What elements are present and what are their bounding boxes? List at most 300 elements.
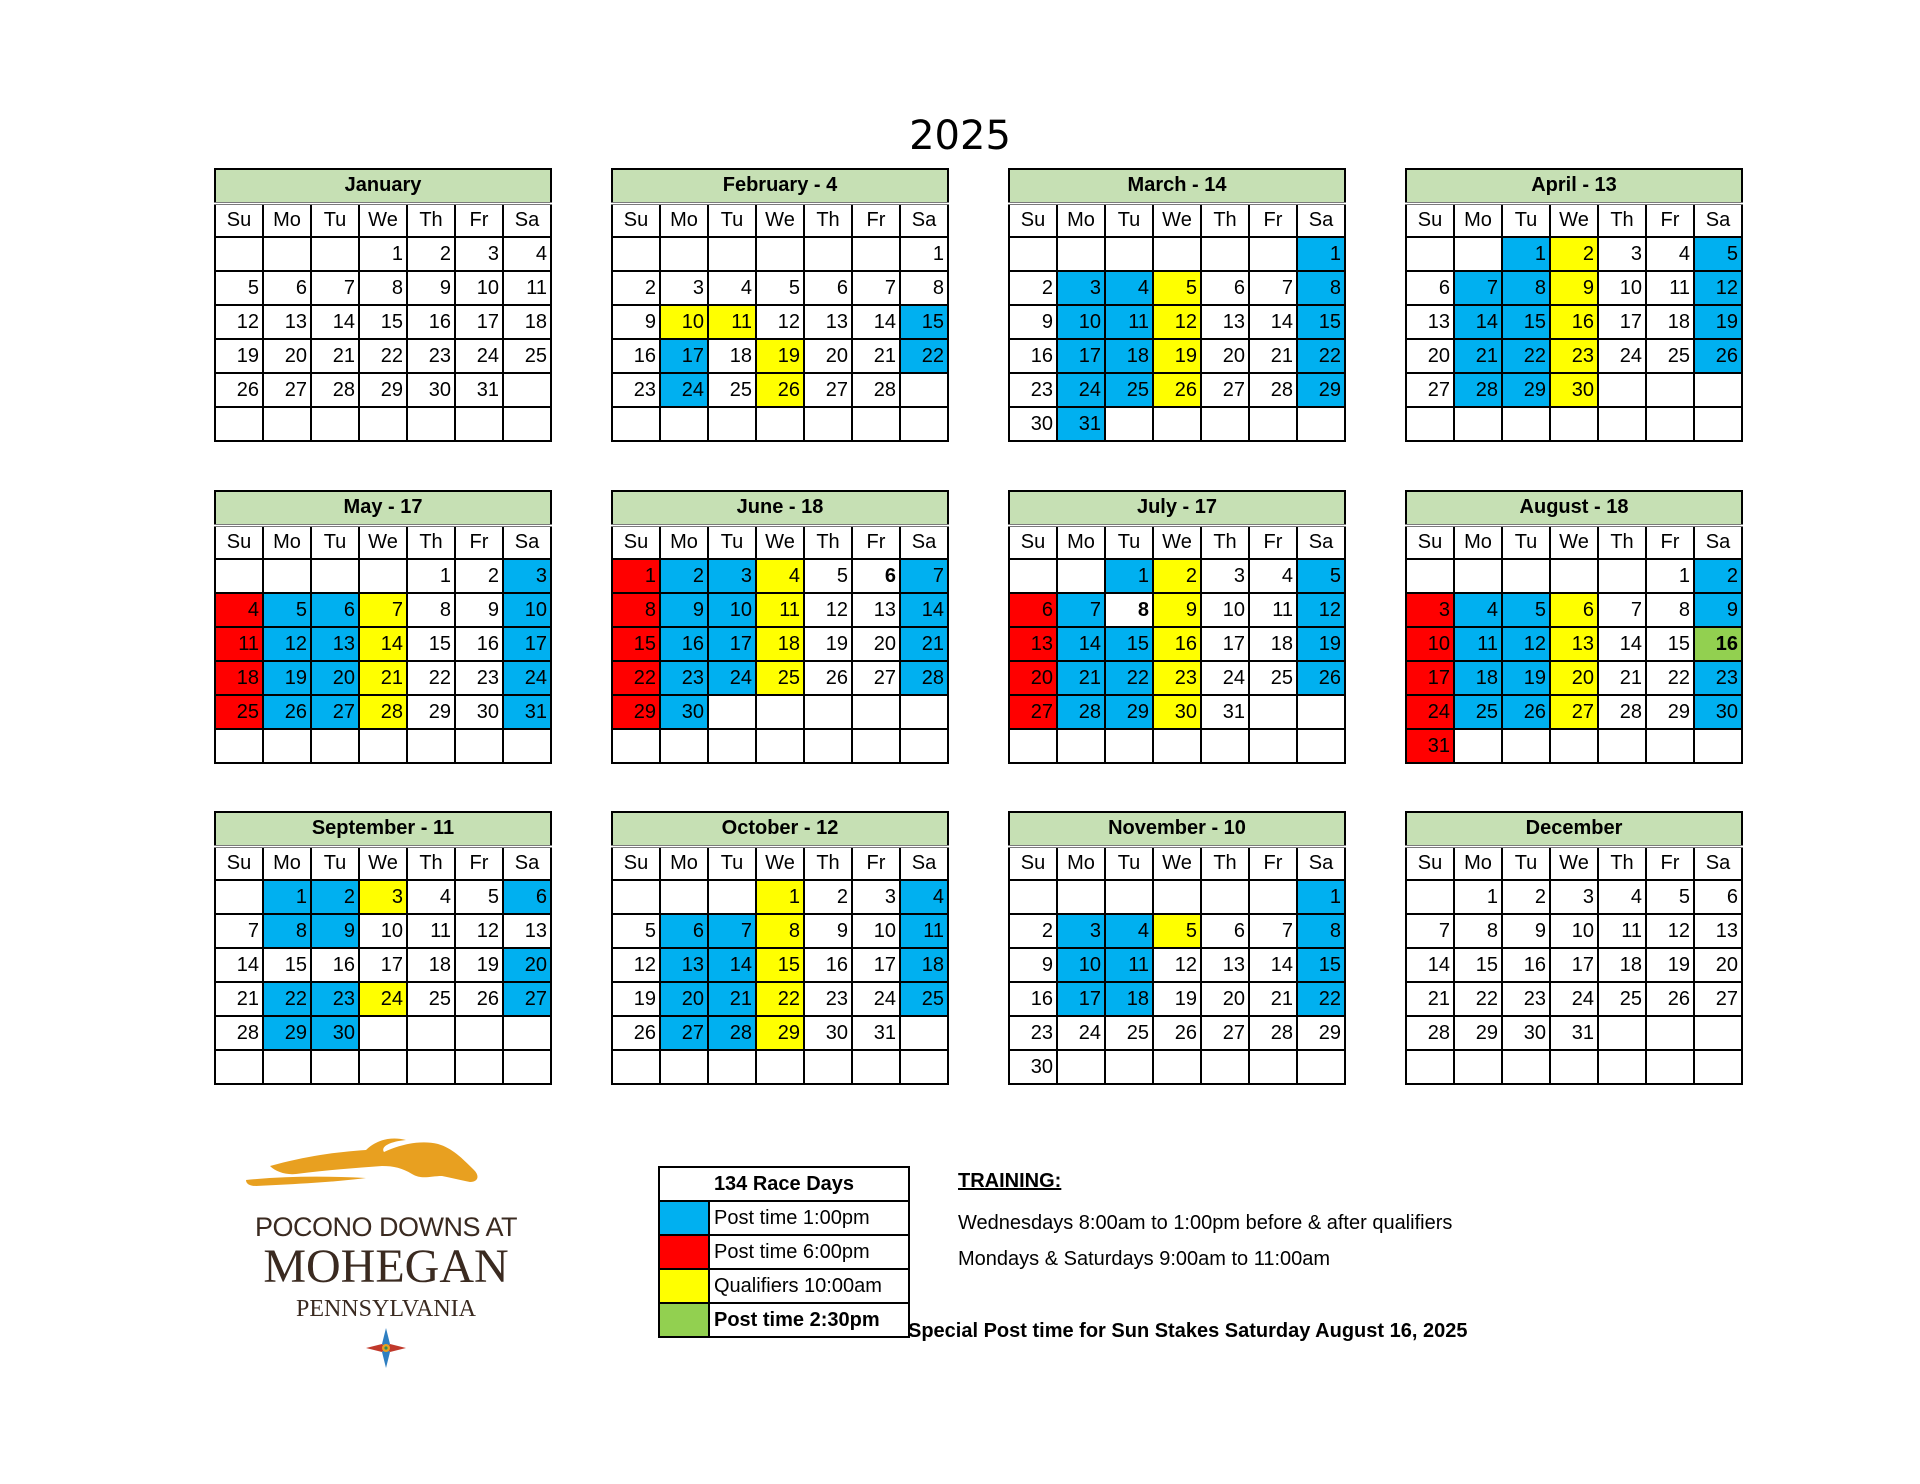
day-cell: 1 [1454, 880, 1502, 914]
empty-cell [1454, 559, 1502, 593]
empty-cell [407, 1016, 455, 1050]
empty-cell [1297, 729, 1345, 763]
day-cell: 21 [215, 982, 263, 1016]
weekday-header: Sa [900, 203, 948, 237]
weekday-header: Th [804, 203, 852, 237]
day-cell: 12 [756, 305, 804, 339]
weekday-header: Su [1406, 203, 1454, 237]
empty-cell [1249, 237, 1297, 271]
day-cell: 1 [756, 880, 804, 914]
month-calendar [214, 168, 552, 442]
empty-cell [1550, 1050, 1598, 1084]
empty-cell [1454, 237, 1502, 271]
weekday-header: Fr [1249, 203, 1297, 237]
day-cell: 17 [1598, 305, 1646, 339]
day-cell: 14 [215, 948, 263, 982]
day-cell: 6 [503, 880, 551, 914]
weekday-header: Su [1406, 525, 1454, 559]
day-cell: 13 [852, 593, 900, 627]
empty-cell [215, 880, 263, 914]
day-cell: 4 [1105, 914, 1153, 948]
empty-cell [1201, 407, 1249, 441]
day-cell: 18 [1105, 339, 1153, 373]
empty-cell [1201, 1050, 1249, 1084]
day-cell: 17 [455, 305, 503, 339]
day-cell: 19 [612, 982, 660, 1016]
weekday-header: Mo [1057, 203, 1105, 237]
day-cell: 21 [1249, 982, 1297, 1016]
day-cell: 30 [660, 695, 708, 729]
weekday-header: Tu [708, 846, 756, 880]
day-cell: 23 [1694, 661, 1742, 695]
day-cell: 9 [311, 914, 359, 948]
month-calendar [1008, 168, 1346, 442]
day-cell: 10 [660, 305, 708, 339]
day-cell: 5 [1153, 271, 1201, 305]
empty-cell [1598, 407, 1646, 441]
weekday-header: Mo [1057, 846, 1105, 880]
day-cell: 2 [455, 559, 503, 593]
empty-cell [804, 695, 852, 729]
weekday-header: Fr [852, 846, 900, 880]
day-cell: 23 [1009, 373, 1057, 407]
day-cell: 18 [1105, 982, 1153, 1016]
day-cell: 5 [1297, 559, 1345, 593]
weekday-header: We [1153, 525, 1201, 559]
day-cell: 10 [1598, 271, 1646, 305]
day-cell: 1 [263, 880, 311, 914]
day-cell: 2 [804, 880, 852, 914]
day-cell: 25 [1646, 339, 1694, 373]
day-cell: 31 [1201, 695, 1249, 729]
day-cell: 27 [1406, 373, 1454, 407]
weekday-header: Mo [1454, 846, 1502, 880]
month-calendar [214, 811, 552, 1085]
weekday-header: Mo [660, 203, 708, 237]
day-cell: 9 [1009, 948, 1057, 982]
empty-cell [1153, 237, 1201, 271]
day-cell: 15 [1297, 948, 1345, 982]
legend-label: Qualifiers 10:00am [709, 1269, 909, 1303]
day-cell: 3 [1057, 914, 1105, 948]
day-cell: 19 [1694, 305, 1742, 339]
month-calendar [611, 811, 949, 1085]
day-cell: 3 [455, 237, 503, 271]
day-cell: 24 [1201, 661, 1249, 695]
weekday-header: Su [612, 203, 660, 237]
day-cell: 8 [1646, 593, 1694, 627]
day-cell: 28 [311, 373, 359, 407]
weekday-header: Su [215, 525, 263, 559]
day-cell: 28 [1249, 1016, 1297, 1050]
day-cell: 22 [1297, 982, 1345, 1016]
weekday-header: Th [804, 525, 852, 559]
day-cell: 21 [708, 982, 756, 1016]
month-name: June - 18 [612, 491, 948, 525]
weekday-header: Su [1009, 846, 1057, 880]
day-cell: 12 [1297, 593, 1345, 627]
day-cell: 11 [1105, 948, 1153, 982]
day-cell: 15 [1297, 305, 1345, 339]
day-cell: 3 [1598, 237, 1646, 271]
day-cell: 19 [215, 339, 263, 373]
day-cell: 4 [756, 559, 804, 593]
empty-cell [612, 407, 660, 441]
month-calendar [1008, 811, 1346, 1085]
empty-cell [1598, 373, 1646, 407]
day-cell: 6 [263, 271, 311, 305]
empty-cell [1502, 729, 1550, 763]
day-cell: 23 [612, 373, 660, 407]
day-cell: 3 [359, 880, 407, 914]
weekday-header: We [1153, 203, 1201, 237]
day-cell: 10 [1057, 305, 1105, 339]
day-cell: 7 [1249, 914, 1297, 948]
weekday-header: Tu [1105, 846, 1153, 880]
day-cell: 4 [407, 880, 455, 914]
empty-cell [407, 729, 455, 763]
day-cell: 14 [311, 305, 359, 339]
month-calendar [1405, 490, 1743, 764]
empty-cell [1406, 1050, 1454, 1084]
day-cell: 8 [407, 593, 455, 627]
day-cell: 31 [852, 1016, 900, 1050]
legend-label: Post time 1:00pm [709, 1201, 909, 1235]
day-cell: 21 [1057, 661, 1105, 695]
empty-cell [263, 407, 311, 441]
day-cell: 18 [1646, 305, 1694, 339]
day-cell: 18 [708, 339, 756, 373]
weekday-header: Su [612, 846, 660, 880]
day-cell: 10 [359, 914, 407, 948]
day-cell: 15 [1454, 948, 1502, 982]
empty-cell [756, 729, 804, 763]
special-post-time-note: Special Post time for Sun Stakes Saturday August 16, 2025 [908, 1320, 1468, 1342]
day-cell: 5 [1153, 914, 1201, 948]
day-cell: 24 [503, 661, 551, 695]
day-cell: 2 [1009, 271, 1057, 305]
day-cell: 3 [1201, 559, 1249, 593]
day-cell: 29 [407, 695, 455, 729]
weekday-header: Sa [503, 203, 551, 237]
empty-cell [503, 729, 551, 763]
day-cell: 15 [1502, 305, 1550, 339]
empty-cell [1105, 237, 1153, 271]
day-cell: 24 [359, 982, 407, 1016]
empty-cell [1454, 1050, 1502, 1084]
day-cell: 16 [804, 948, 852, 982]
day-cell: 6 [1201, 271, 1249, 305]
day-cell: 25 [1249, 661, 1297, 695]
training-title: TRAINING: [958, 1170, 1062, 1192]
weekday-header: We [1550, 203, 1598, 237]
weekday-header: Th [1598, 525, 1646, 559]
weekday-header: We [359, 525, 407, 559]
day-cell: 16 [1502, 948, 1550, 982]
day-cell: 12 [1502, 627, 1550, 661]
day-cell: 5 [756, 271, 804, 305]
day-cell: 18 [215, 661, 263, 695]
day-cell: 12 [1153, 948, 1201, 982]
day-cell: 22 [756, 982, 804, 1016]
day-cell: 2 [311, 880, 359, 914]
empty-cell [612, 237, 660, 271]
empty-cell [1502, 559, 1550, 593]
day-cell: 24 [1057, 1016, 1105, 1050]
empty-cell [1297, 1050, 1345, 1084]
day-cell: 18 [756, 627, 804, 661]
legend-table [658, 1166, 910, 1338]
month-name: October - 12 [612, 812, 948, 846]
weekday-header: Mo [660, 525, 708, 559]
day-cell: 9 [1550, 271, 1598, 305]
compass-star-icon [366, 1328, 406, 1368]
day-cell: 7 [1249, 271, 1297, 305]
empty-cell [900, 695, 948, 729]
day-cell: 20 [804, 339, 852, 373]
day-cell: 14 [1406, 948, 1454, 982]
empty-cell [708, 1050, 756, 1084]
empty-cell [1153, 407, 1201, 441]
empty-cell [1009, 559, 1057, 593]
day-cell: 20 [1694, 948, 1742, 982]
day-cell: 10 [503, 593, 551, 627]
empty-cell [1646, 1016, 1694, 1050]
day-cell: 16 [311, 948, 359, 982]
day-cell: 29 [612, 695, 660, 729]
empty-cell [1153, 880, 1201, 914]
day-cell: 5 [263, 593, 311, 627]
empty-cell [756, 1050, 804, 1084]
weekday-header: Sa [900, 846, 948, 880]
empty-cell [852, 407, 900, 441]
day-cell: 22 [1297, 339, 1345, 373]
weekday-header: Fr [852, 203, 900, 237]
month-name: August - 18 [1406, 491, 1742, 525]
empty-cell [1057, 1050, 1105, 1084]
day-cell: 29 [756, 1016, 804, 1050]
day-cell: 10 [852, 914, 900, 948]
day-cell: 31 [1406, 729, 1454, 763]
day-cell: 5 [215, 271, 263, 305]
day-cell: 30 [1009, 407, 1057, 441]
day-cell: 15 [900, 305, 948, 339]
empty-cell [804, 729, 852, 763]
day-cell: 18 [1454, 661, 1502, 695]
logo-line-3: PENNSYLVANIA [295, 1296, 477, 1322]
day-cell: 8 [1297, 914, 1345, 948]
weekday-header: Fr [1646, 846, 1694, 880]
day-cell: 18 [900, 948, 948, 982]
legend-label: Post time 6:00pm [709, 1235, 909, 1269]
day-cell: 1 [612, 559, 660, 593]
day-cell: 21 [852, 339, 900, 373]
weekday-header: Su [1009, 525, 1057, 559]
day-cell: 5 [612, 914, 660, 948]
day-cell: 13 [1694, 914, 1742, 948]
day-cell: 23 [660, 661, 708, 695]
weekday-header: Tu [311, 203, 359, 237]
day-cell: 27 [1694, 982, 1742, 1016]
day-cell: 19 [1153, 982, 1201, 1016]
day-cell: 2 [407, 237, 455, 271]
day-cell: 7 [1057, 593, 1105, 627]
day-cell: 6 [1694, 880, 1742, 914]
weekday-header: Fr [1646, 525, 1694, 559]
day-cell: 5 [455, 880, 503, 914]
weekday-header: Tu [311, 846, 359, 880]
empty-cell [708, 695, 756, 729]
empty-cell [1502, 407, 1550, 441]
empty-cell [900, 373, 948, 407]
empty-cell [503, 373, 551, 407]
empty-cell [1201, 729, 1249, 763]
day-cell: 25 [407, 982, 455, 1016]
empty-cell [756, 407, 804, 441]
weekday-header: Tu [708, 203, 756, 237]
day-cell: 16 [660, 627, 708, 661]
weekday-header: Su [612, 525, 660, 559]
day-cell: 31 [503, 695, 551, 729]
day-cell: 15 [263, 948, 311, 982]
day-cell: 1 [900, 237, 948, 271]
day-cell: 11 [708, 305, 756, 339]
day-cell: 11 [407, 914, 455, 948]
day-cell: 7 [1454, 271, 1502, 305]
day-cell: 11 [756, 593, 804, 627]
day-cell: 21 [311, 339, 359, 373]
empty-cell [1502, 1050, 1550, 1084]
weekday-header: Tu [1502, 846, 1550, 880]
day-cell: 10 [708, 593, 756, 627]
empty-cell [804, 237, 852, 271]
day-cell: 27 [1201, 1016, 1249, 1050]
day-cell: 24 [1550, 982, 1598, 1016]
day-cell: 9 [804, 914, 852, 948]
day-cell: 29 [1454, 1016, 1502, 1050]
day-cell: 26 [215, 373, 263, 407]
day-cell: 11 [215, 627, 263, 661]
day-cell: 30 [1502, 1016, 1550, 1050]
day-cell: 20 [503, 948, 551, 982]
empty-cell [263, 729, 311, 763]
day-cell: 16 [612, 339, 660, 373]
weekday-header: We [359, 846, 407, 880]
day-cell: 20 [311, 661, 359, 695]
empty-cell [359, 729, 407, 763]
day-cell: 31 [455, 373, 503, 407]
day-cell: 13 [1201, 948, 1249, 982]
logo-line-2: MOHEGAN [263, 1240, 509, 1293]
day-cell: 14 [359, 627, 407, 661]
empty-cell [852, 729, 900, 763]
day-cell: 29 [1646, 695, 1694, 729]
empty-cell [1646, 407, 1694, 441]
empty-cell [1201, 237, 1249, 271]
empty-cell [1550, 407, 1598, 441]
day-cell: 25 [1598, 982, 1646, 1016]
day-cell: 16 [407, 305, 455, 339]
day-cell: 30 [407, 373, 455, 407]
empty-cell [215, 407, 263, 441]
weekday-header: Th [407, 846, 455, 880]
day-cell: 12 [804, 593, 852, 627]
day-cell: 10 [1201, 593, 1249, 627]
empty-cell [215, 1050, 263, 1084]
empty-cell [1057, 559, 1105, 593]
day-cell: 31 [1057, 407, 1105, 441]
day-cell: 9 [660, 593, 708, 627]
empty-cell [708, 729, 756, 763]
day-cell: 26 [612, 1016, 660, 1050]
day-cell: 12 [263, 627, 311, 661]
day-cell: 10 [1406, 627, 1454, 661]
empty-cell [660, 237, 708, 271]
month-name: November - 10 [1009, 812, 1345, 846]
day-cell: 6 [804, 271, 852, 305]
day-cell: 3 [503, 559, 551, 593]
day-cell: 16 [1694, 627, 1742, 661]
day-cell: 14 [708, 948, 756, 982]
day-cell: 14 [1454, 305, 1502, 339]
day-cell: 29 [1297, 1016, 1345, 1050]
weekday-header: Th [1201, 846, 1249, 880]
day-cell: 5 [1694, 237, 1742, 271]
empty-cell [1694, 1016, 1742, 1050]
empty-cell [1646, 373, 1694, 407]
weekday-header: Mo [263, 203, 311, 237]
empty-cell [1057, 880, 1105, 914]
empty-cell [407, 407, 455, 441]
day-cell: 3 [1057, 271, 1105, 305]
day-cell: 12 [612, 948, 660, 982]
day-cell: 27 [1009, 695, 1057, 729]
day-cell: 26 [263, 695, 311, 729]
day-cell: 22 [1646, 661, 1694, 695]
day-cell: 25 [708, 373, 756, 407]
empty-cell [1249, 1050, 1297, 1084]
empty-cell [660, 407, 708, 441]
day-cell: 7 [1406, 914, 1454, 948]
day-cell: 25 [1454, 695, 1502, 729]
weekday-header: We [756, 203, 804, 237]
empty-cell [1105, 1050, 1153, 1084]
empty-cell [1153, 729, 1201, 763]
legend-swatch [659, 1201, 709, 1235]
day-cell: 26 [1646, 982, 1694, 1016]
day-cell: 7 [359, 593, 407, 627]
weekday-header: Mo [1454, 203, 1502, 237]
weekday-header: Sa [900, 525, 948, 559]
day-cell: 30 [455, 695, 503, 729]
day-cell: 9 [1694, 593, 1742, 627]
empty-cell [1057, 729, 1105, 763]
empty-cell [359, 407, 407, 441]
day-cell: 22 [407, 661, 455, 695]
weekday-header: Th [1201, 525, 1249, 559]
day-cell: 19 [756, 339, 804, 373]
day-cell: 22 [359, 339, 407, 373]
weekday-header: Fr [1249, 525, 1297, 559]
weekday-header: Mo [1057, 525, 1105, 559]
empty-cell [1009, 729, 1057, 763]
empty-cell [1406, 237, 1454, 271]
day-cell: 31 [1550, 1016, 1598, 1050]
weekday-header: Fr [455, 525, 503, 559]
day-cell: 13 [1201, 305, 1249, 339]
weekday-header: Su [1009, 203, 1057, 237]
day-cell: 9 [1153, 593, 1201, 627]
